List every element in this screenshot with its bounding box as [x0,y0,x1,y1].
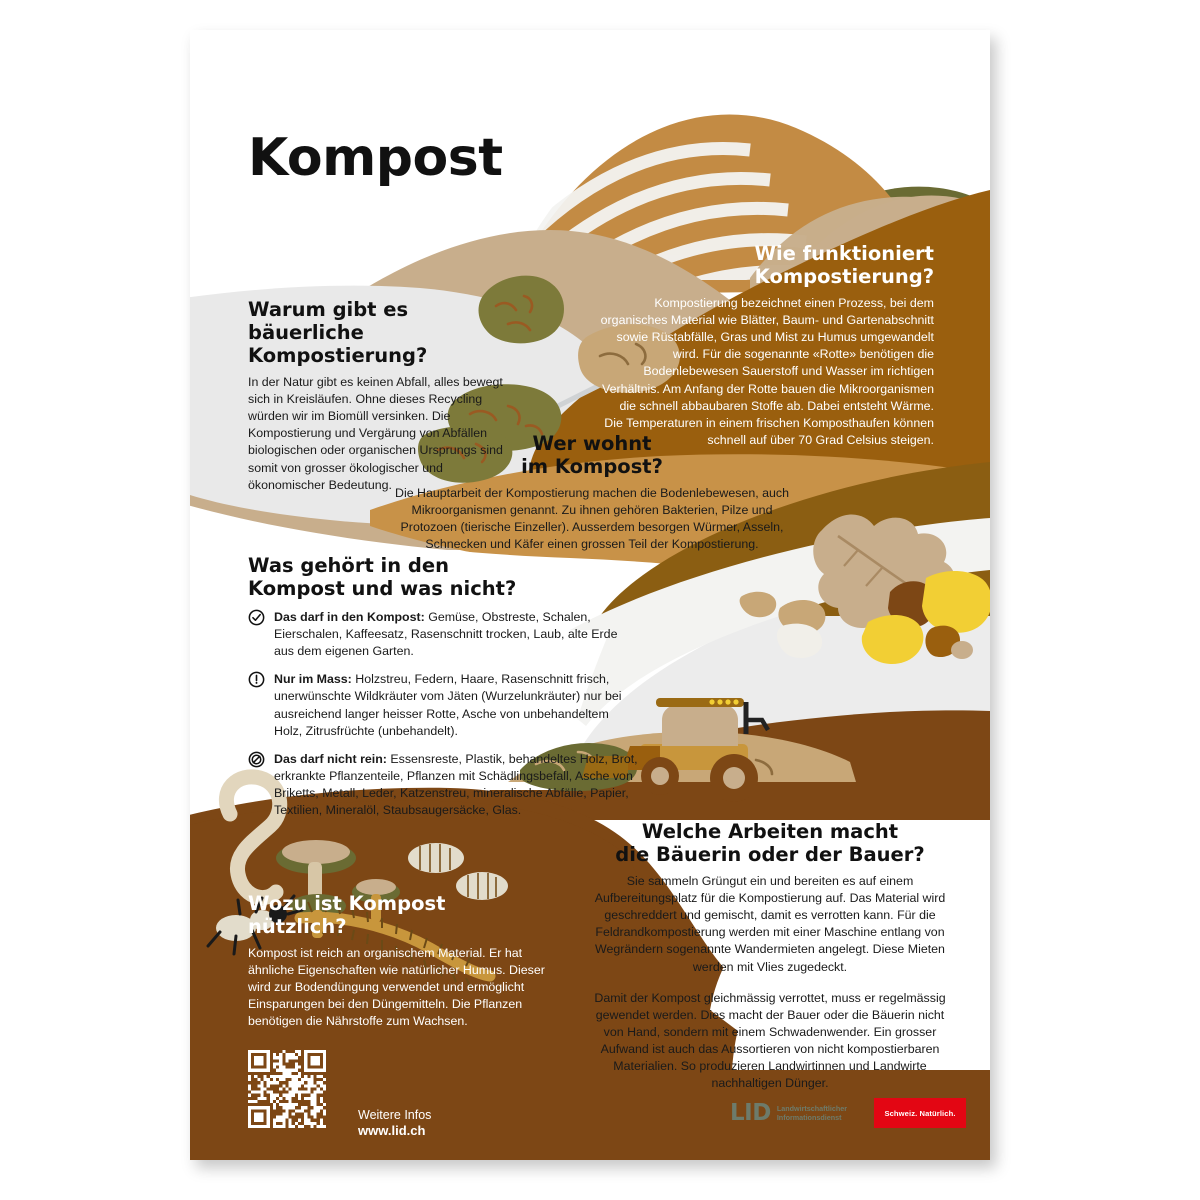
further-info-label: Weitere Infos [358,1108,432,1122]
qr-code[interactable] [248,1050,326,1128]
poster-title: Kompost [248,128,503,188]
list-item [248,751,638,819]
section-how [598,242,934,449]
woodlouse-icon-1 [408,843,464,873]
rule-lead: Das darf nicht rein: [274,751,387,766]
section-what [248,554,638,830]
section-work-body-1: Sie sammeln Grüngut ein und bereiten es auf einem Aufbereitungsplatz für die Kompostierung auf. Das Material wird geschreddert und gemischt, damit es verrotten kann. Für die Feldrandkompostierung werden mit einer Maschine entlang von Wegrändern sogenannte Wandermieten angelegt. Diese Mieten werden mit Vlies zugedeckt. [594,874,946,974]
swiss-natuerlich-logo [874,1098,966,1128]
exclamation-circle-icon [248,671,265,688]
shell-icons [740,592,826,658]
section-work-body-2: Damit der Kompost gleichmässig verrottet, muss er regelmässig gewendet werden. Dies macht der Bauer oder die Bäuerin nicht von Hand, sondern mit einem Schwadenwender. Ein grosser Aufwand ist auch das Aussortieren von nicht kompostierbaren Materialien. So produzieren Landwirtinnen und Landwirte nachhaltigen Dünger. [594,990,946,1091]
section-work [588,820,952,1092]
lid-wordmark: LID [730,1100,771,1126]
rule-lead: Nur im Mass: [274,672,352,687]
website-url[interactable]: www.lid.ch [358,1123,426,1139]
rule-text: Essensreste, Plastik, behandeltes Holz, Brot, erkrankte Pflanzenteile, Pflanzen mit Schädlingsbefall, Asche von Briketts, Metall, Leder, Katzenstreu, mineralische Abfälle, Papier, Textilien, Mineralöl, Staubsaugersäcke, Glas. [274,751,638,818]
section-work-heading: Welche Arbeiten macht die Bäuerin oder der Bauer? [615,820,925,866]
section-why-body: In der Natur gibt es keinen Abfall, alles bewegt sich in Kreisläufen. Ohne dieses Recycling würden wir im Biomüll versinken. Die Kompostierung und Vergärung von Abfällen biologischen oder organischen Ursprungs sind somit von grosser ökologischer und ökonomischer Bedeutung. [248,375,503,492]
rule-text: Holzstreu, Federn, Haare, Rasenschnitt frisch, unerwünschte Wildkräuter vom Jäten (Wurzelunkräuter) nur bei ausreichend langer heisser Rotte, Asche von unbehandeltem Holz, Zitrusfrüchte (unbehandelt). [274,672,622,738]
compost-rules-list [248,609,638,819]
qr-code-graphic [248,1050,326,1128]
section-useful-heading: Wozu ist Kompost nützlich? [248,892,446,938]
section-who [390,432,794,553]
further-info [358,1107,431,1140]
section-how-heading: Wie funktioniert Kompostierung? [754,242,934,288]
rule-lead: Das darf in den Kompost: [274,610,425,624]
section-why-heading: Warum gibt es bäuerliche Kompostierung? [248,298,428,367]
section-how-body: Kompostierung bezeichnet einen Prozess, bei dem organisches Material wie Blätter, Baum- und Gartenabschnitt sowie Rüstabfälle, Gras und Mist zu Humus umgewandelt wird. Für die sogenannte «Rotte» benötigen die Bodenlebewesen Sauerstoff und Wasser im richtigen Verhältnis. Am Anfang der Rotte bauen die Mikroorganismen die schnell abbaubaren Stoffe ab. Dabei entsteht Wärme. Die Temperaturen in einem frischen Komposthaufen können schnell auf über 70 Grad Celsius steigen. [600,296,934,447]
section-useful [248,892,548,1031]
section-who-heading: Wer wohnt im Kompost? [521,432,663,478]
section-useful-body: Kompost ist reich an organischem Material. Er hat ähnliche Eigenschaften wie natürlicher Humus. Dieser wird zur Bodendüngung verwendet und ermöglicht Einsparungen bei den Düngemitteln. Die Pflanzen benötigen die Nährstoffe zum Wachsen. [248,946,545,1029]
lid-logo [730,1100,847,1126]
check-circle-icon [248,609,265,626]
section-what-heading: Was gehört in den Kompost und was nicht? [248,554,517,600]
prohibited-circle-icon [248,751,265,768]
list-item [248,609,638,660]
section-who-body: Die Hauptarbeit der Kompostierung machen die Bodenlebewesen, auch Mikroorganismen genannt. Zu ihnen gehören Bakterien, Pilze und Protozoen (tierische Einzeller). Ausserdem besorgen Würmer, Asseln, Schnecken und Käfer einen grossen Teil der Kompostierung. [395,486,789,552]
list-item [248,671,638,739]
page-title [248,128,503,188]
lid-subtitle: Landwirtschaftlicher Informationsdienst [776,1104,848,1122]
swiss-logo-label: Schweiz. Natürlich. [884,1108,956,1118]
rule-text: Gemüse, Obstreste, Schalen, Eierschalen, Kaffeesatz, Rasenschnitt trocken, Laub, alte Erde aus dem eigenen Garten. [274,610,618,659]
poster-sheet [190,30,990,1160]
